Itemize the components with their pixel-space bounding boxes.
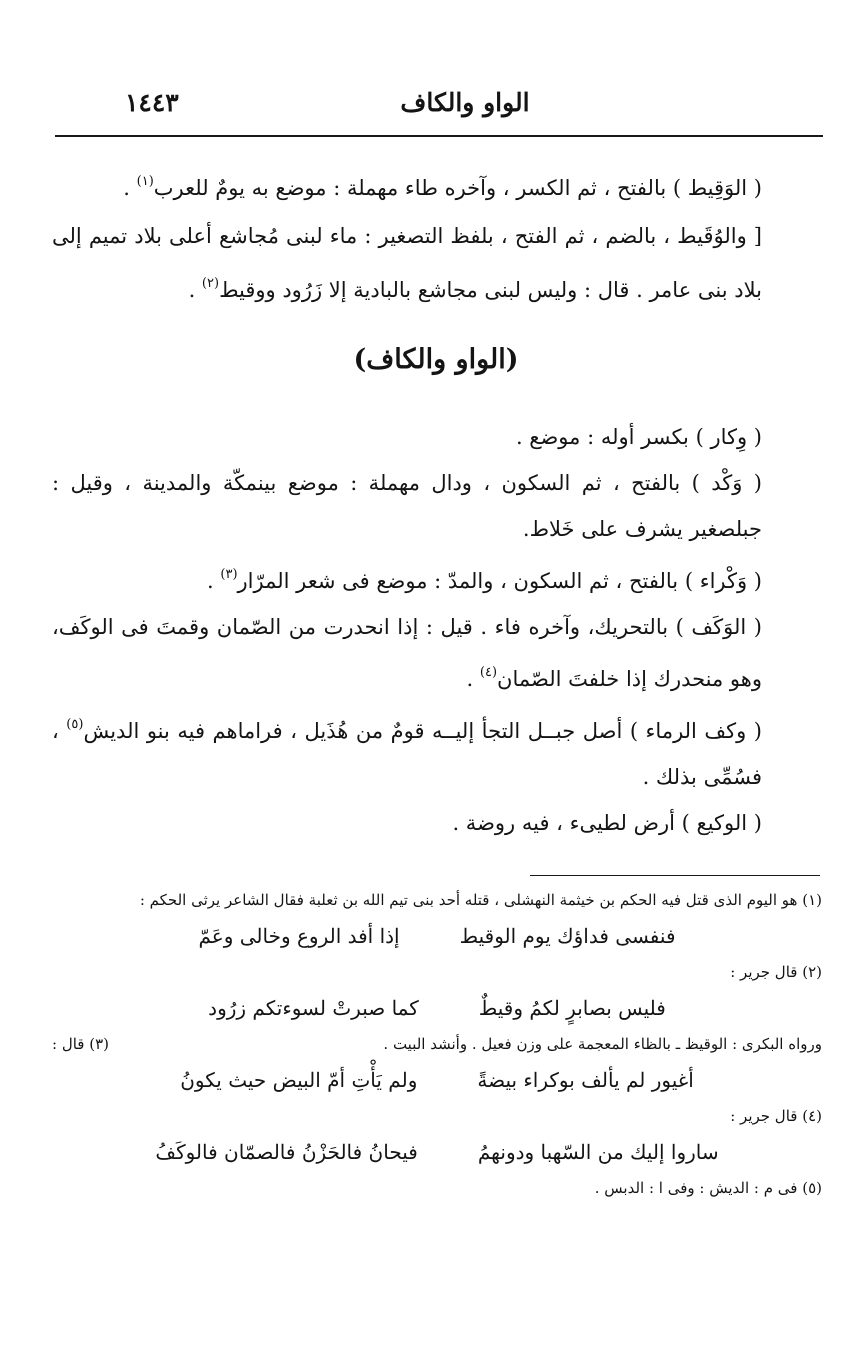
footnote-rule [530, 875, 820, 876]
verse-1: فنفسى فداؤك يوم الوقيط إذا أفد الروع وخالى وعَمّ [198, 924, 676, 948]
entry-wakd: ( وَكْد ) بالفتح ، ثم السكون ، ودال مهملة : موضع بينمكّة والمدينة ، وقيل : جبلصغير يشرف على خَلاط. [52, 471, 762, 541]
entry-wakia: ( الوكيع ) أرض لطيىء ، فيه روضة . [452, 811, 762, 835]
entry-wakra: ( وَكْراء ) بالفتح ، ثم السكون ، والمدّ : موضع فى شعر المرّار$^{(٣)}$ . [207, 567, 762, 593]
entry-wakaf: ( الوَكَف ) بالتحريك، وآخره فاء . قيل : إذا انحدرت من الصّمان وقمتَ فى الوكَف، وهو منحدرك إذا خلفتَ الصّمان$^{(٤)}$ . [52, 615, 762, 691]
running-title: الواو والكاف [400, 88, 530, 117]
footnote-2-note: ورواه البكرى : الوقيظ ـ بالظاء المعجمة على وزن فعيل . وأنشد البيت . (٣) قال : [52, 1029, 822, 1059]
header-rule [55, 135, 823, 137]
page-header [55, 88, 823, 128]
footnote-1: (١) هو اليوم الذى قتل فيه الحكم بن خيثمة النهشلى ، قتله أحد بنى تيم الله بن ثعلبة فقال الشاعر يرثى الحكم : [139, 891, 822, 909]
footnote-4: (٤) قال جرير : [730, 1107, 822, 1125]
verse-2: فليس بصابرٍ لكمُ وقيطٌ كما صبرتْ لسوءتكم زرُود [208, 996, 666, 1020]
footnote-ref-5: (٥) [66, 717, 84, 732]
entry-wakf-alrima: ( وكف الرماء ) أصل جبــل التجأ إليــه قومٌ من هُذَيل ، فراماهم فيه بنو الديش$^{(٥)}$ ، فسُمِّى بذلك . [52, 717, 762, 789]
footnote-ref-1: (١) [136, 174, 154, 189]
footnote-3: (٣) قال : [52, 1035, 110, 1053]
footnote-2: (٢) قال جرير : [730, 963, 822, 981]
footnote-ref-2: (٢) [201, 276, 220, 291]
entry-wuqayt: [ والوُقَيط ، بالضم ، ثم الفتح ، بلفظ التصغير : ماء لبنى مُجاشع أعلى بلاد تميم إلى بلاد بنى عامر . قال : وليس لبنى مجاشع بالبادية إلا زَرُود ووقيط$^{(٢)}$ . [52, 224, 762, 302]
verse-3: أغيور لم يألف بوكراء بيضةً ولم يَأْتِ أمّ البيض حيث يكونُ [180, 1068, 694, 1092]
footnotes [52, 885, 822, 1203]
entry-waqit: ( الوَقِيط ) بالفتح ، ثم الكسر ، وآخره طاء مهملة : موضع به يومٌ للعرب$^{(١)}$ . [123, 174, 762, 200]
main-entries [52, 414, 820, 846]
page-number: ١٤٤٣ [125, 88, 179, 117]
footnote-ref-3: (٣) [220, 567, 238, 582]
verse-4: ساروا إليك من السّهبا ودونهمُ فيحانُ فالحَزْنُ فالصمّان فالوكَفُ [155, 1140, 719, 1164]
footnote-5: (٥) فى م : الديش : وفى ا : الدبس . [594, 1179, 822, 1197]
top-entries [52, 158, 820, 314]
entry-wikar: ( وِكار ) بكسر أوله : موضع . [515, 425, 762, 449]
footnote-ref-4: (٤) [479, 665, 498, 680]
section-heading: (الواو والكاف) [353, 344, 519, 375]
